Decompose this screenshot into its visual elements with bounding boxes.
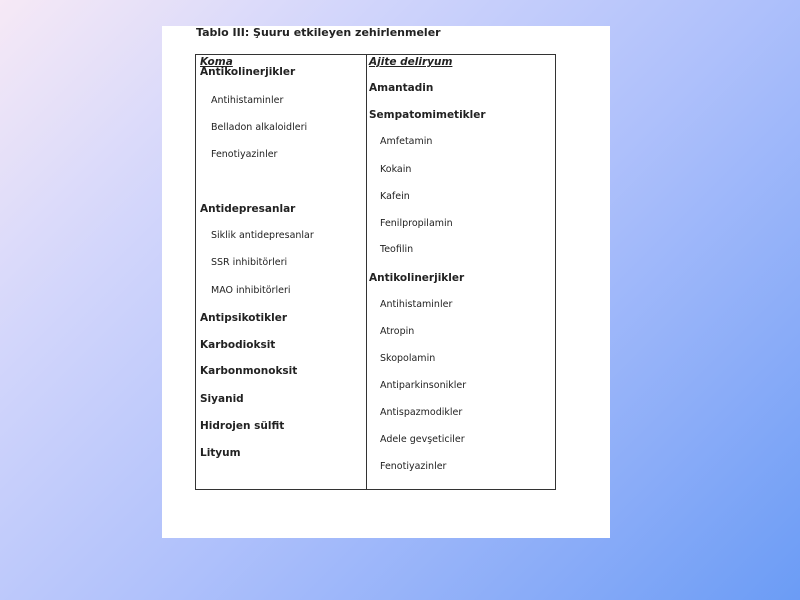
ajite-list-item: Teofilin: [380, 244, 414, 255]
column-header-ajite-deliryum: Ajite deliryum: [369, 56, 453, 68]
ajite-list-item: Atropin: [380, 326, 415, 337]
column-divider: [366, 55, 367, 489]
ajite-list-item: Kafein: [380, 191, 410, 202]
ajite-list-item: Antiparkinsonikler: [380, 380, 467, 391]
koma-list-item: Belladon alkaloidleri: [211, 122, 308, 133]
koma-list-item: Fenotiyazinler: [211, 149, 278, 160]
koma-list-item: Hidrojen sülfit: [200, 420, 285, 432]
ajite-list-item: Antihistaminler: [380, 299, 453, 310]
column-header-koma: Koma: [200, 56, 233, 68]
koma-list-item: Lityum: [200, 447, 241, 459]
koma-list-item: Karbodioksit: [200, 339, 276, 351]
ajite-list-item: Fenilpropilamin: [380, 218, 453, 229]
poisoning-table: [195, 54, 556, 490]
ajite-list-item: Adele gevşeticiler: [380, 434, 465, 445]
koma-list-item: Siklik antidepresanlar: [211, 230, 314, 241]
table-title: Tablo III: Şuuru etkileyen zehirlenmeler: [196, 26, 441, 39]
koma-list-item: MAO inhibitörleri: [211, 285, 291, 296]
ajite-list-item: Sempatomimetikler: [369, 109, 486, 121]
koma-list-item: SSR inhibitörleri: [211, 257, 288, 268]
koma-list-item: Antihistaminler: [211, 95, 284, 106]
ajite-list-item: Skopolamin: [380, 353, 436, 364]
document-page: [162, 26, 610, 538]
koma-list-item: Karbonmonoksit: [200, 365, 298, 377]
koma-list-item: Antipsikotikler: [200, 312, 287, 324]
ajite-list-item: Fenotiyazinler: [380, 461, 447, 472]
ajite-list-item: Antikolinerjikler: [369, 272, 465, 284]
koma-list-item: Antikolinerjikler: [200, 66, 296, 78]
ajite-list-item: Antispazmodikler: [380, 407, 463, 418]
koma-list-item: Antidepresanlar: [200, 203, 296, 215]
ajite-list-item: Kokain: [380, 164, 412, 175]
ajite-list-item: Amfetamin: [380, 136, 433, 147]
ajite-list-item: Amantadin: [369, 82, 434, 94]
koma-list-item: Siyanid: [200, 393, 244, 405]
